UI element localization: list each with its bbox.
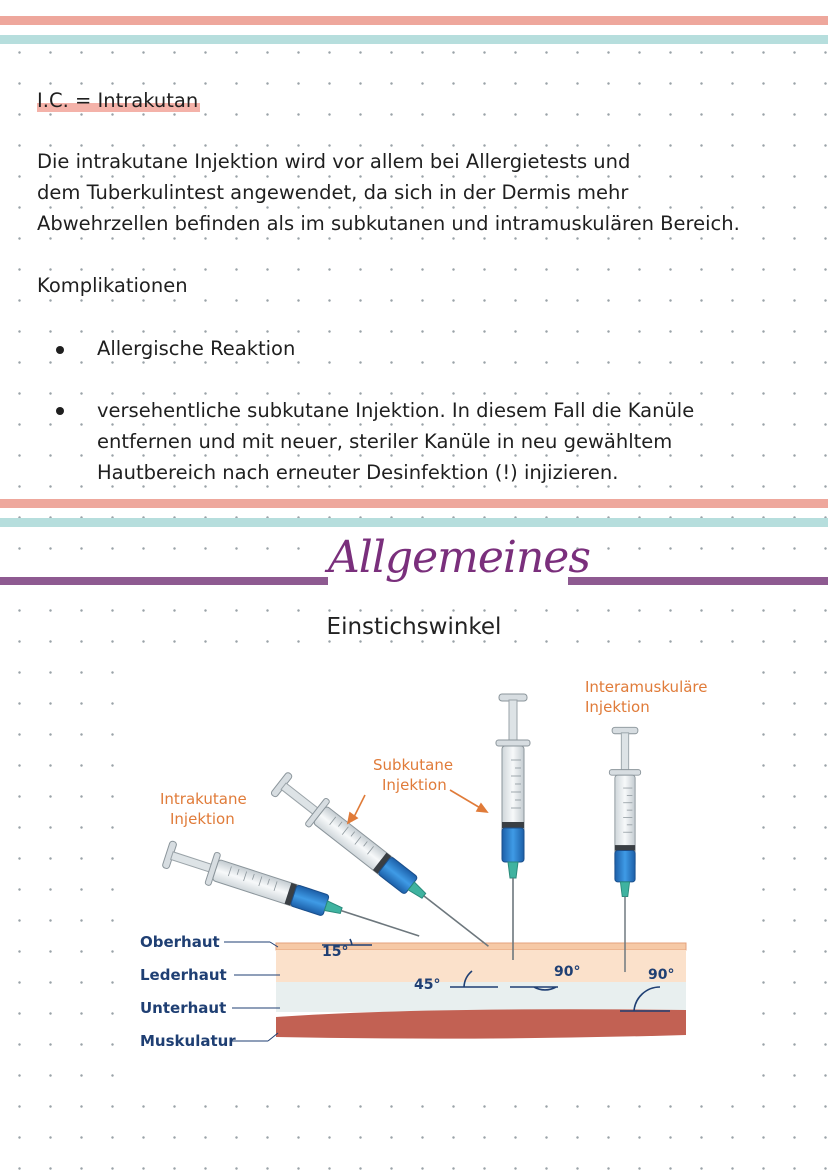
bullet-dot xyxy=(56,407,64,415)
angle-label-45: 45° xyxy=(414,977,441,993)
angle-label-15: 15° xyxy=(322,944,349,960)
layer-label-unterhaut: Unterhaut xyxy=(140,999,227,1017)
section-subtitle xyxy=(0,614,828,640)
layer-label-muskulatur: Muskulatur xyxy=(140,1032,236,1050)
label-intramuskulaer-2: Injektion xyxy=(585,698,650,716)
bullet-1-line-1: Allergische Reaktion xyxy=(97,337,296,360)
section-script-title: Allgemeines xyxy=(328,528,568,608)
layer-label-lederhaut: Lederhaut xyxy=(140,966,227,984)
label-intrakutan-2: Injektion xyxy=(170,810,235,828)
paragraph-line-1: Die intrakutane Injektion wird vor allem bei Allergietests und xyxy=(37,150,631,173)
bullet-2-line-1: versehentliche subkutane Injektion. In diesem Fall die Kanüle xyxy=(97,399,695,422)
bullet-2-line-3: Hautbereich nach erneuter Desinfektion (!) injizieren. xyxy=(97,461,619,484)
paragraph-line-2: dem Tuberkulintest angewendet, da sich in der Dermis mehr xyxy=(37,181,629,204)
angle-label-90-1: 90° xyxy=(554,964,581,980)
label-intrakutan-1: Intrakutane xyxy=(160,790,247,808)
middle-pink-stripe xyxy=(0,499,828,508)
label-intramuskulaer-1: Interamuskuläre xyxy=(585,678,708,696)
syringe-intramuskulaer xyxy=(609,727,640,972)
section-subtitle-text: Einstichswinkel xyxy=(323,614,506,640)
layer-label-oberhaut: Oberhaut xyxy=(140,933,220,951)
bullet-dot xyxy=(56,346,64,354)
bullet-2-line-2: entfernen und mit neuer, steriler Kanüle in neu gewähltem xyxy=(97,430,673,453)
middle-teal-stripe xyxy=(0,518,828,527)
paragraph-line-3: Abwehrzellen befinden als im subkutanen und intramuskulären Bereich. xyxy=(37,212,740,235)
diagram-svg xyxy=(120,665,740,1080)
injection-angle-diagram xyxy=(120,665,740,1080)
angle-label-90-2: 90° xyxy=(648,967,675,983)
top-teal-stripe xyxy=(0,35,828,44)
muscle-layer xyxy=(276,1009,686,1038)
label-subkutan-2: Injektion xyxy=(382,776,447,794)
syringe-subkutan-vertical xyxy=(496,694,530,960)
label-subkutan-1: Subkutane xyxy=(373,756,454,774)
komplikationen-title: Komplikationen xyxy=(37,274,188,297)
top-pink-stripe xyxy=(0,16,828,25)
section-heading: I.C. = Intrakutan xyxy=(37,89,199,112)
